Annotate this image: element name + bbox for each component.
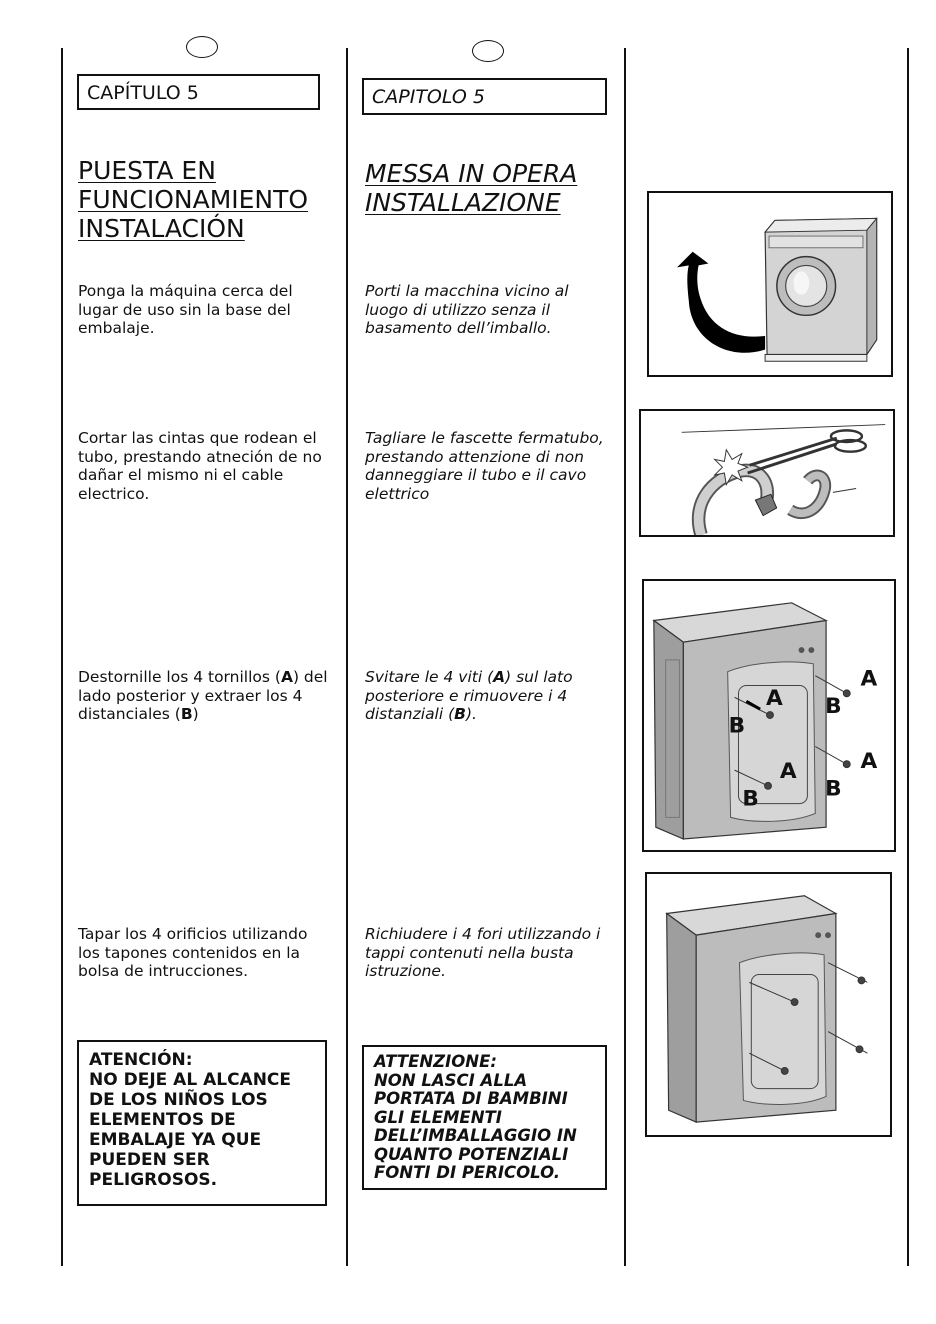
- section-title-it: [365, 159, 577, 217]
- label-spacer: B: [825, 694, 842, 720]
- figure-rear-screws: [642, 579, 896, 852]
- instruction-es-1: Ponga la máquina cerca del lugar de uso sin la base del embalaje.: [78, 282, 293, 337]
- warning-line: QUANTO POTENZIALI: [374, 1144, 569, 1164]
- chapter-label-it: CAPITOLO 5: [372, 86, 485, 108]
- title-line: MESSA IN OPERA: [365, 159, 578, 188]
- figure-remove-base: [647, 191, 893, 377]
- screw-ref: A: [280, 668, 293, 686]
- warning-line: PORTATA DI BAMBINI: [374, 1089, 568, 1108]
- label-spacer: B: [742, 786, 759, 812]
- washing-machine-illustration: [649, 193, 891, 375]
- warning-line: PUEDEN SER: [89, 1150, 210, 1170]
- label-screw: A: [860, 666, 878, 692]
- label-screw: A: [779, 759, 797, 784]
- title-line: INSTALACIÓN: [78, 214, 245, 243]
- warning-line: FONTI DI PERICOLO.: [374, 1163, 561, 1182]
- screw-ref: A: [493, 668, 506, 686]
- rear-panel-screws-illustration: [644, 581, 894, 850]
- warning-line: GLI ELEMENTI: [374, 1107, 502, 1127]
- warning-line: DE LOS NIÑOS LOS: [89, 1090, 268, 1110]
- title-line: INSTALLAZIONE: [365, 188, 561, 217]
- rear-panel-plugs-illustration: [647, 874, 890, 1135]
- instruction-it-1: Porti la macchina vicino al luogo di utilizzo senza il basamento dell’imballo.: [365, 282, 569, 337]
- warning-line: DELL’IMBALLAGGIO IN: [374, 1126, 577, 1145]
- warning-line: ATENCIÓN:: [89, 1050, 193, 1070]
- section-title-es: [78, 156, 308, 243]
- warning-line: NO DEJE AL ALCANCE: [89, 1070, 292, 1090]
- language-flag-es: [186, 36, 218, 58]
- title-line: PUESTA EN: [78, 156, 216, 185]
- column-rule-edge: [907, 48, 909, 1266]
- spacer-ref: B: [454, 705, 466, 723]
- label-screw: A: [860, 749, 878, 775]
- warning-line: ATTENZIONE:: [374, 1052, 497, 1071]
- scissors-cutting-tube-illustration: [641, 411, 893, 535]
- warning-box-es: [77, 1040, 327, 1206]
- chapter-box-it: [362, 78, 607, 115]
- warning-line: PELIGROSOS.: [89, 1170, 218, 1190]
- instruction-it-2: Tagliare le fascette fermatubo, prestando attenzione di non danneggiare il tubo e il cavo elettrico: [365, 429, 604, 503]
- label-screw: A: [766, 686, 783, 712]
- instruction-es-4: Tapar los 4 orificios utilizando los tapones contenidos en la bolsa de intrucciones.: [78, 925, 308, 980]
- figure-cut-straps: [639, 409, 895, 537]
- instruction-es-3: Destornille los 4 tornillos (A) del lado posterior y extraer los 4 distanciales (B): [78, 668, 328, 723]
- warning-box-it: [362, 1045, 607, 1190]
- warning-line: ELEMENTOS DE: [89, 1110, 236, 1130]
- language-flag-it: [472, 40, 504, 62]
- instruction-es-2: Cortar las cintas que rodean el tubo, prestando atneción de no dañar el mismo ni el cable electrico.: [78, 429, 322, 503]
- instruction-it-4: Richiudere i 4 fori utilizzando i tappi contenuti nella busta istruzione.: [365, 925, 601, 980]
- label-spacer: B: [728, 713, 746, 739]
- column-rule-middle: [346, 48, 348, 1266]
- warning-line: NON LASCI ALLA: [374, 1070, 528, 1090]
- instruction-it-3: Svitare le 4 viti (A) sul lato posteriore e rimuovere i 4 distanziali (B).: [365, 668, 573, 723]
- title-line: FUNCIONAMIENTO: [78, 185, 309, 214]
- column-rule-right: [624, 48, 626, 1266]
- chapter-box-es: [77, 74, 320, 110]
- figure-rear-plugs: [645, 872, 892, 1137]
- warning-line: EMBALAJE YA QUE: [89, 1130, 262, 1150]
- label-spacer: B: [825, 776, 842, 802]
- column-rule-left: [61, 48, 63, 1266]
- chapter-label-es: CAPÍTULO 5: [87, 82, 199, 104]
- spacer-ref: B: [180, 705, 193, 723]
